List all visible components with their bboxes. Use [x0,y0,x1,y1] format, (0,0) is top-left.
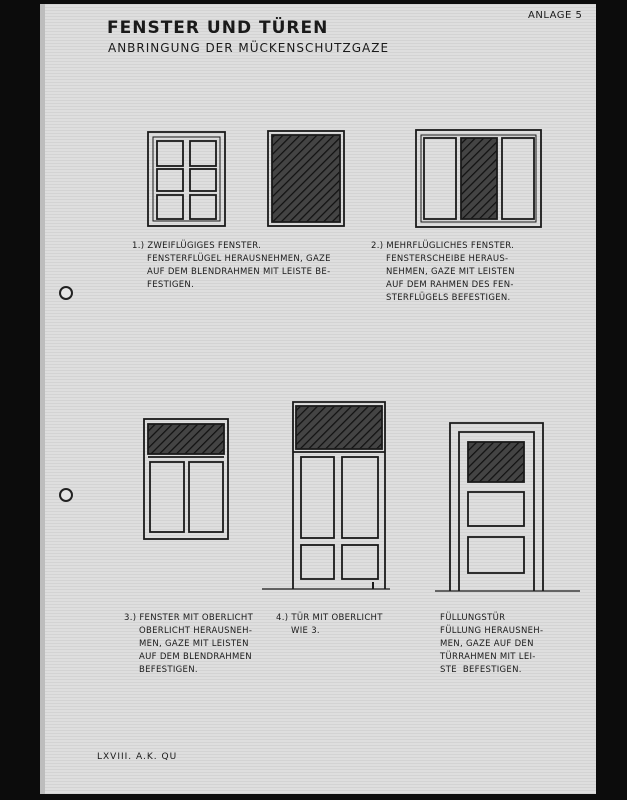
caption-4: 4.) TÜR MIT OBERLICHT WIE 3. [276,613,383,636]
caption-1: 1.) ZWEIFLÜGIGES FENSTER. FENSTERFLÜGEL HERAUSNEHMEN, GAZE AUF DEM BLENDRAHMEN MIT LEISTE BE- FESTIGEN. [132,241,331,290]
attachment-label: ANLAGE 5 [528,10,583,21]
figure-5-panel-door [435,423,580,591]
page-title: FENSTER UND TÜREN [107,18,329,38]
caption-5: FÜLLUNGSTÜR FÜLLUNG HERAUSNEH- MEN, GAZE AUF DEN TÜRRAHMEN MIT LEI- STE BEFESTIGEN. [440,613,544,675]
page-subtitle: ANBRINGUNG DER MÜCKENSCHUTZGAZE [108,41,390,55]
figure-3-transom-window [144,419,228,539]
figure-1-gaze-frame [268,131,344,226]
footer-code: LXVIII. A.K. QU [97,752,178,762]
figure-2-multi-sash-window [416,130,541,227]
figure-4-door-with-transom [262,402,390,589]
document-page [40,4,596,794]
caption-3: 3.) FENSTER MIT OBERLICHT OBERLICHT HERAUSNEH- MEN, GAZE MIT LEISTEN AUF DEM BLENDRAHMEN BEFESTIGEN. [124,613,254,675]
caption-2: 2.) MEHRFLÜGLICHES FENSTER. FENSTERSCHEIBE HERAUS- NEHMEN, GAZE MIT LEISTEN AUF DEM RAHMEN DES FEN- STERFLÜGELS BEFESTIGEN. [371,241,515,303]
figure-1-two-sash-window [148,132,225,226]
